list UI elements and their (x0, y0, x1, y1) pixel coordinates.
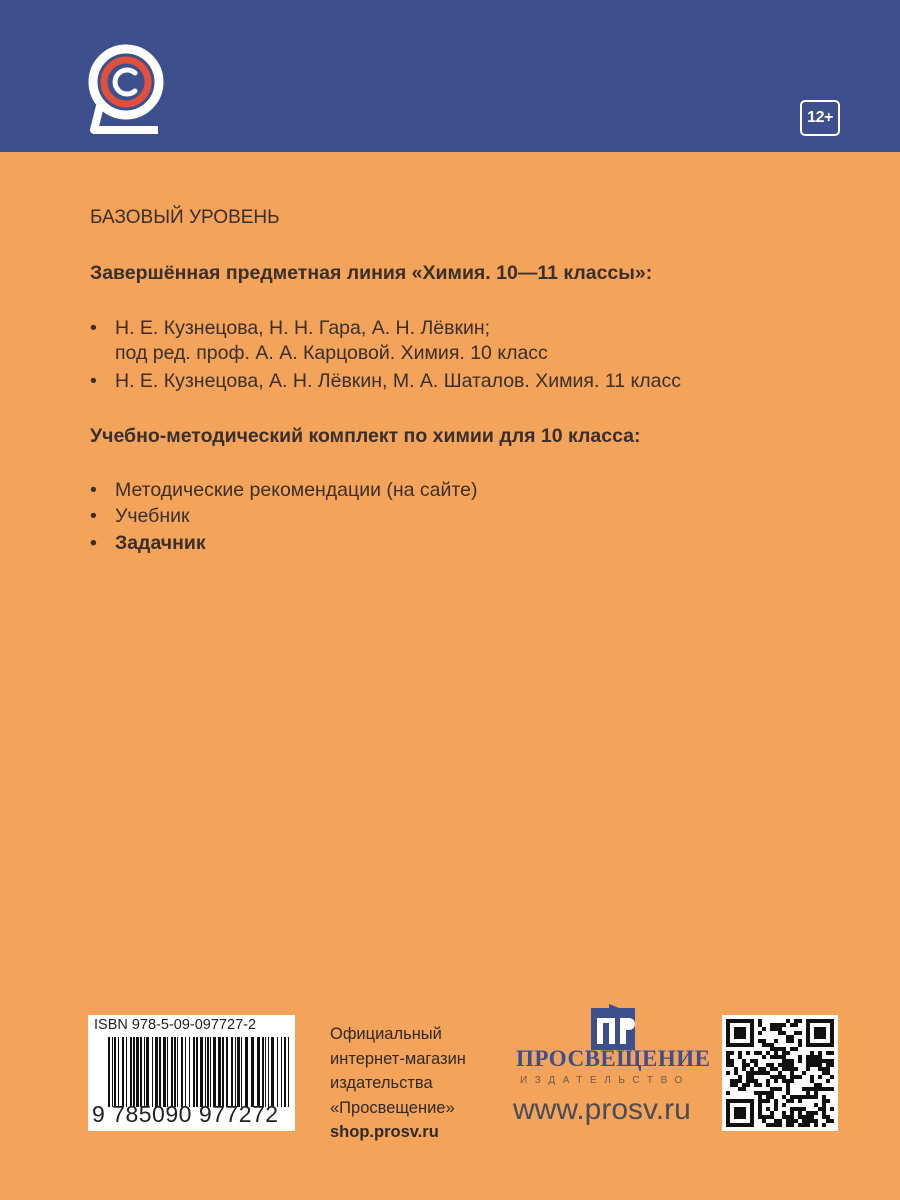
age-rating-badge: 12+ (800, 100, 840, 136)
subject-line-heading: Завершённая предметная линия «Химия. 10—11 классы»: (90, 262, 653, 284)
bullet: • (90, 370, 97, 392)
barcode-icon (108, 1037, 290, 1107)
isbn-barcode (88, 1015, 295, 1131)
list-item-continuation: под ред. проф. А. А. Карцовой. Химия. 10 класс (115, 342, 548, 364)
bullet: • (90, 505, 97, 527)
publisher-logo-icon (589, 1002, 637, 1050)
shop-url[interactable]: shop.prosv.ru (330, 1123, 439, 1141)
list-item-current: • Задачник (90, 532, 206, 554)
publisher-subtitle: ИЗДАТЕЛЬСТВО (520, 1075, 690, 1086)
publisher-name: ПРОСВЕЩЕНИЕ (516, 1046, 711, 1071)
bullet: • (90, 317, 97, 339)
qr-code-icon[interactable] (722, 1015, 838, 1131)
top-band (0, 0, 900, 152)
barcode-digits: 9 785090 977272 (92, 1101, 279, 1127)
bullet: • (90, 479, 97, 501)
list-item: • Учебник (90, 505, 190, 527)
list-item: • Н. Е. Кузнецова, А. Н. Лёвкин, М. А. Шаталов. Химия. 11 класс (90, 370, 681, 392)
publisher-emblem-icon (88, 40, 164, 136)
level-label: БАЗОВЫЙ УРОВЕНЬ (90, 207, 280, 228)
bullet: • (90, 532, 97, 554)
online-shop-info: Официальный интернет-магазин издательства «Просвещение» shop.prosv.ru (330, 1022, 466, 1145)
isbn-label: ISBN 978-5-09-097727-2 (94, 1017, 257, 1033)
website-link[interactable]: www.prosv.ru (513, 1093, 691, 1126)
list-item: • Н. Е. Кузнецова, Н. Н. Гара, А. Н. Лёвкин; (90, 317, 491, 339)
kit-heading: Учебно-методический комплект по химии для 10 класса: (90, 425, 641, 447)
list-item: • Методические рекомендации (на сайте) (90, 479, 478, 501)
